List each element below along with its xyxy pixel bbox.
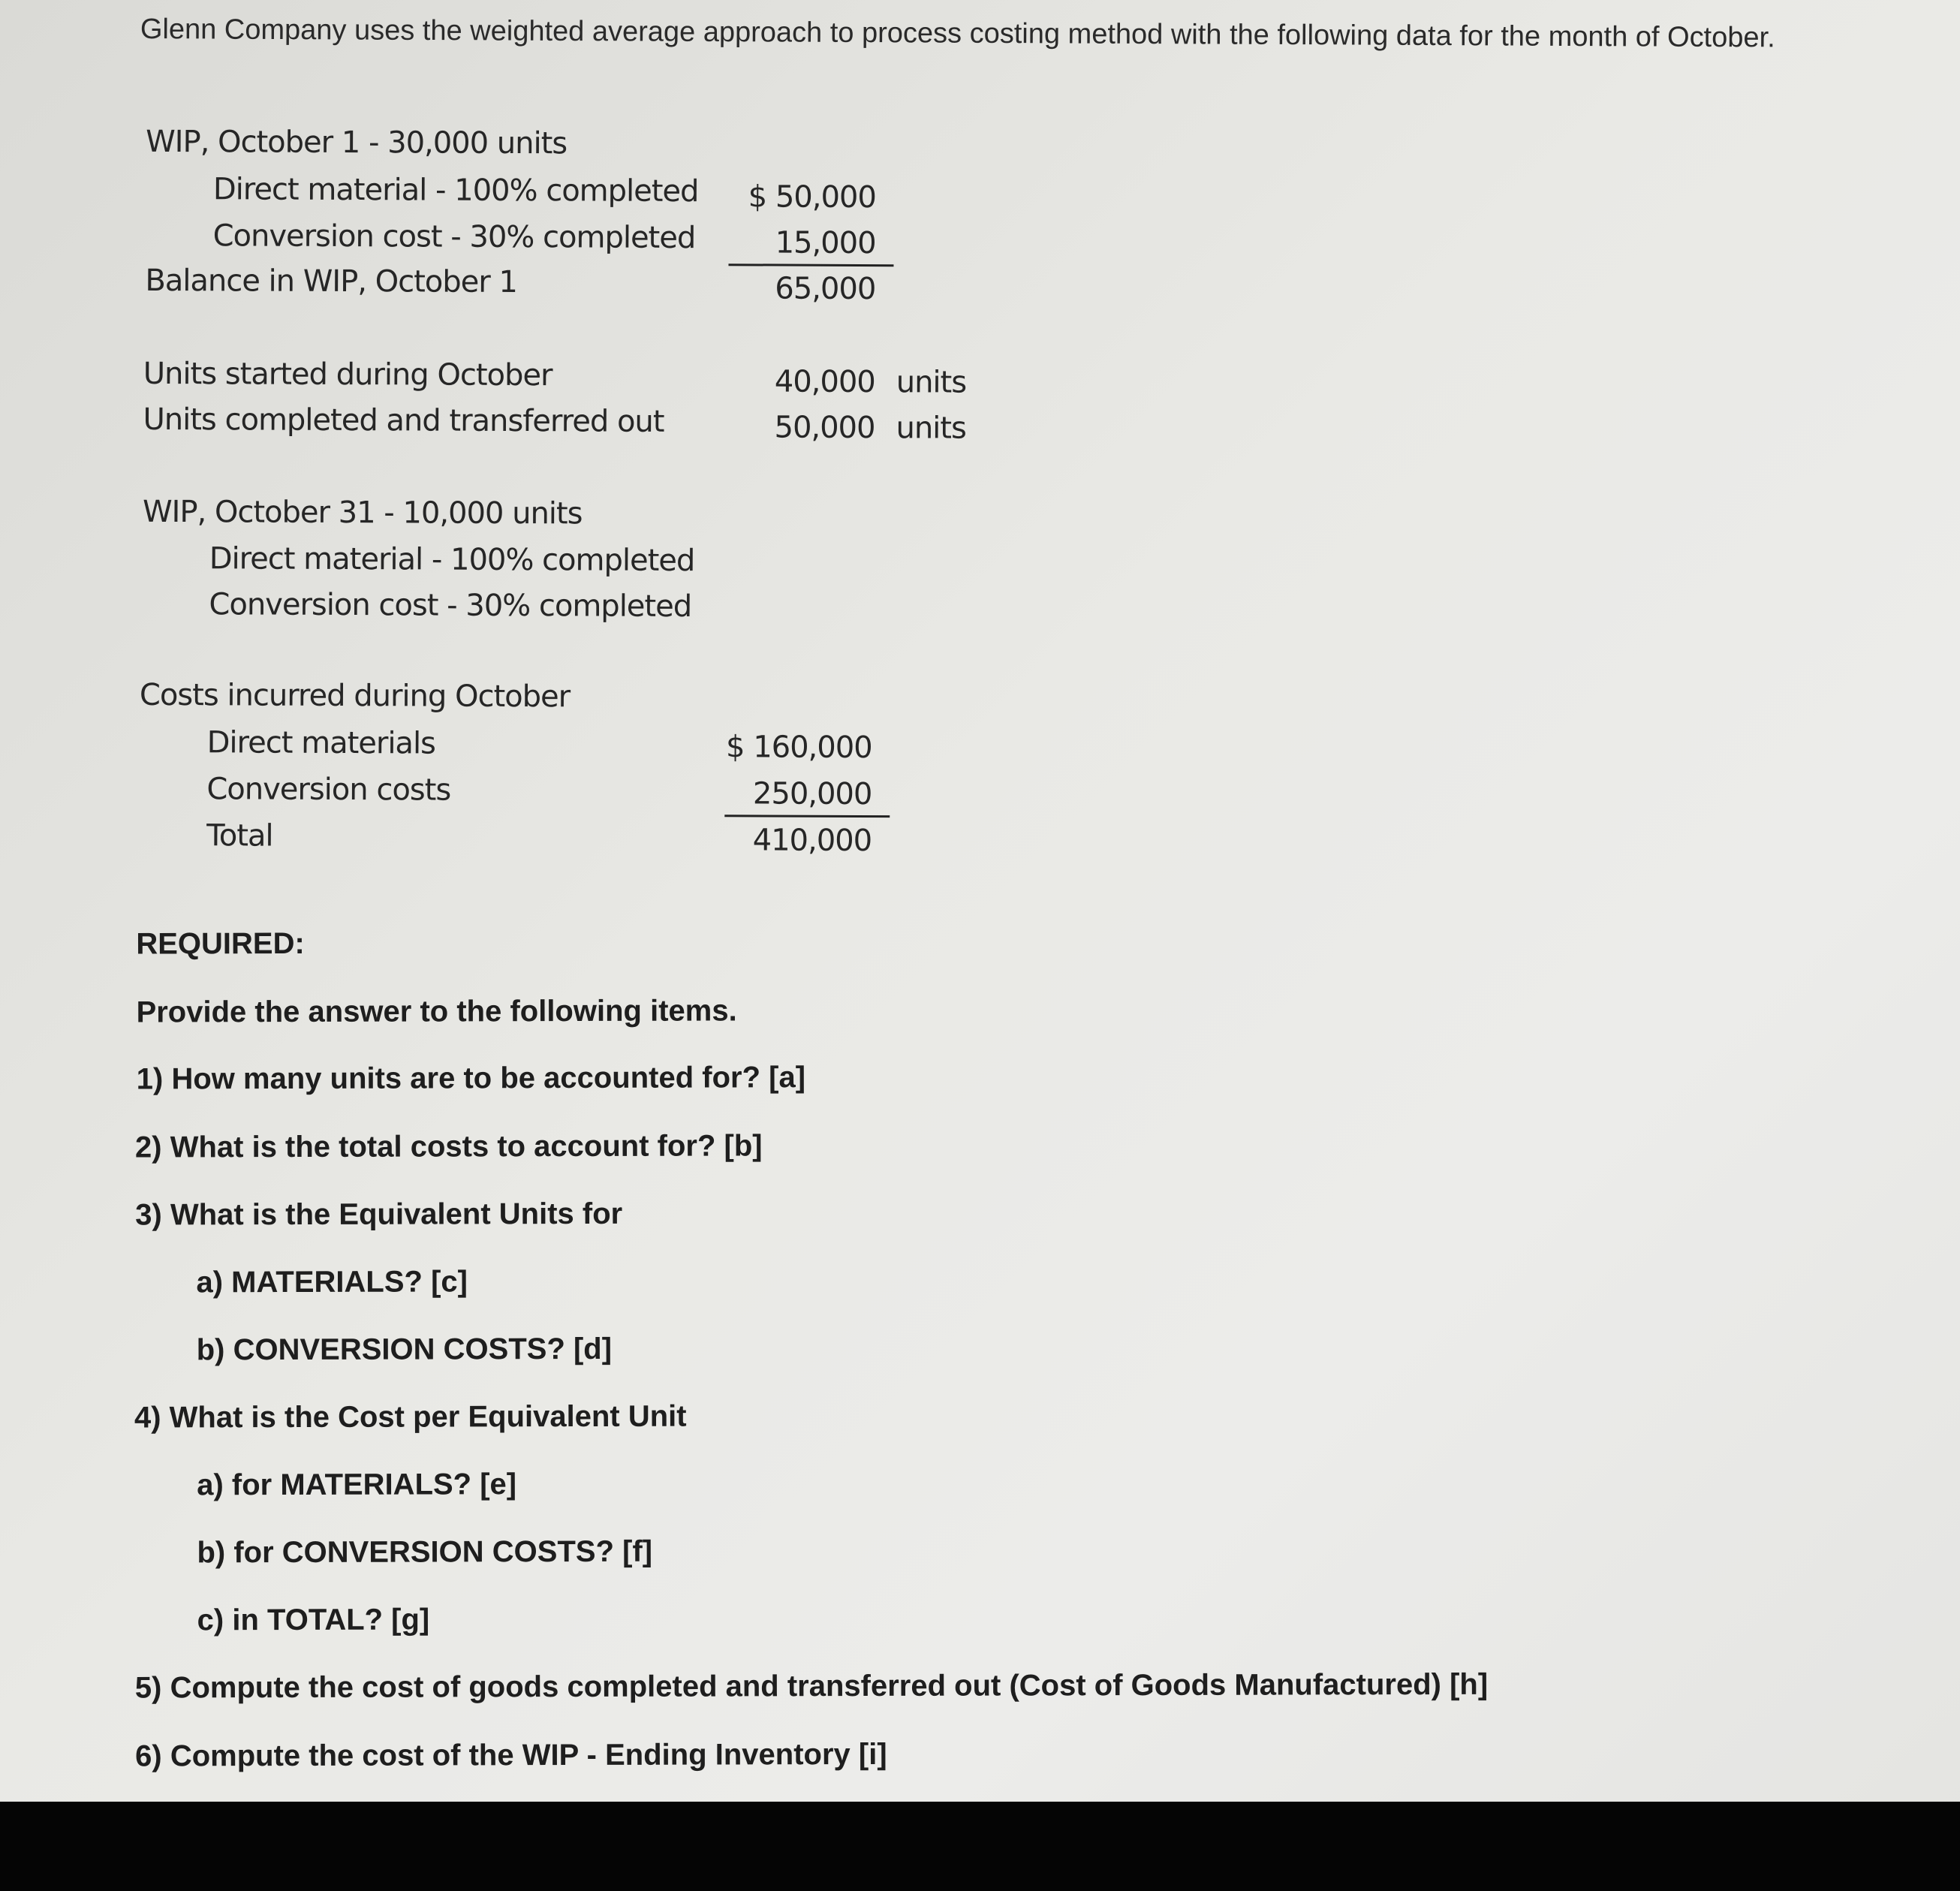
wip-begin-cc-value: 15,000 [775, 225, 876, 261]
required-instruction: Provide the answer to the following items. [136, 994, 737, 1029]
question-3: 3) What is the Equivalent Units for [135, 1197, 623, 1232]
monitor-bezel [0, 1802, 1960, 1891]
required-title: REQUIRED: [136, 926, 305, 961]
wip-begin-dm-value: $ 50,000 [748, 179, 876, 215]
intro-text: Glenn Company uses the weighted average approach to process costing method with the following data for the month of October. [140, 14, 1775, 54]
costs-heading: Costs incurred during October [139, 677, 571, 715]
question-4: 4) What is the Cost per Equivalent Unit [134, 1399, 687, 1435]
wip-end-dm-label: Direct material - 100% completed [209, 541, 695, 579]
costs-cc-value: 250,000 [752, 776, 872, 812]
wip-begin-heading: WIP, October 1 - 30,000 units [146, 124, 568, 161]
units-started-label: Units started during October [143, 356, 552, 393]
costs-dm-label: Direct materials [206, 725, 436, 761]
wip-begin-cc-label: Conversion cost - 30% completed [212, 218, 696, 256]
question-3a: a) MATERIALS? [c] [196, 1265, 468, 1299]
question-4a: a) for MATERIALS? [e] [197, 1468, 517, 1502]
wip-begin-dm-label: Direct material - 100% completed [212, 172, 699, 209]
question-5: 5) Compute the cost of goods completed and transferred out (Cost of Goods Manufactured) [h] [134, 1667, 1489, 1705]
question-2: 2) What is the total costs to account for? [b] [134, 1129, 763, 1164]
question-4b: b) for CONVERSION COSTS? [f] [197, 1534, 653, 1570]
costs-sum-rule [724, 815, 890, 818]
units-completed-unit: units [896, 411, 966, 446]
question-6: 6) Compute the cost of the WIP - Ending Inventory [i] [135, 1737, 887, 1773]
wip-begin-sum-rule [728, 263, 893, 266]
units-completed-label: Units completed and transferred out [143, 402, 664, 439]
units-started-value: 40,000 [774, 364, 875, 400]
question-4c: c) in TOTAL? [g] [197, 1603, 430, 1637]
wip-begin-balance-label: Balance in WIP, October 1 [145, 263, 518, 300]
question-3b: b) CONVERSION COSTS? [d] [196, 1332, 613, 1367]
costs-dm-value: $ 160,000 [725, 730, 872, 766]
wip-begin-balance-value: 65,000 [775, 271, 876, 307]
wip-end-heading: WIP, October 31 - 10,000 units [142, 494, 583, 531]
units-started-unit: units [896, 365, 967, 400]
costs-total-value: 410,000 [752, 823, 872, 859]
wip-end-cc-label: Conversion cost - 30% completed [209, 587, 692, 625]
costs-total-label: Total [206, 818, 273, 854]
question-1: 1) How many units are to be accounted for? [a] [136, 1061, 806, 1096]
units-completed-value: 50,000 [774, 410, 875, 446]
costs-cc-label: Conversion costs [206, 772, 451, 808]
